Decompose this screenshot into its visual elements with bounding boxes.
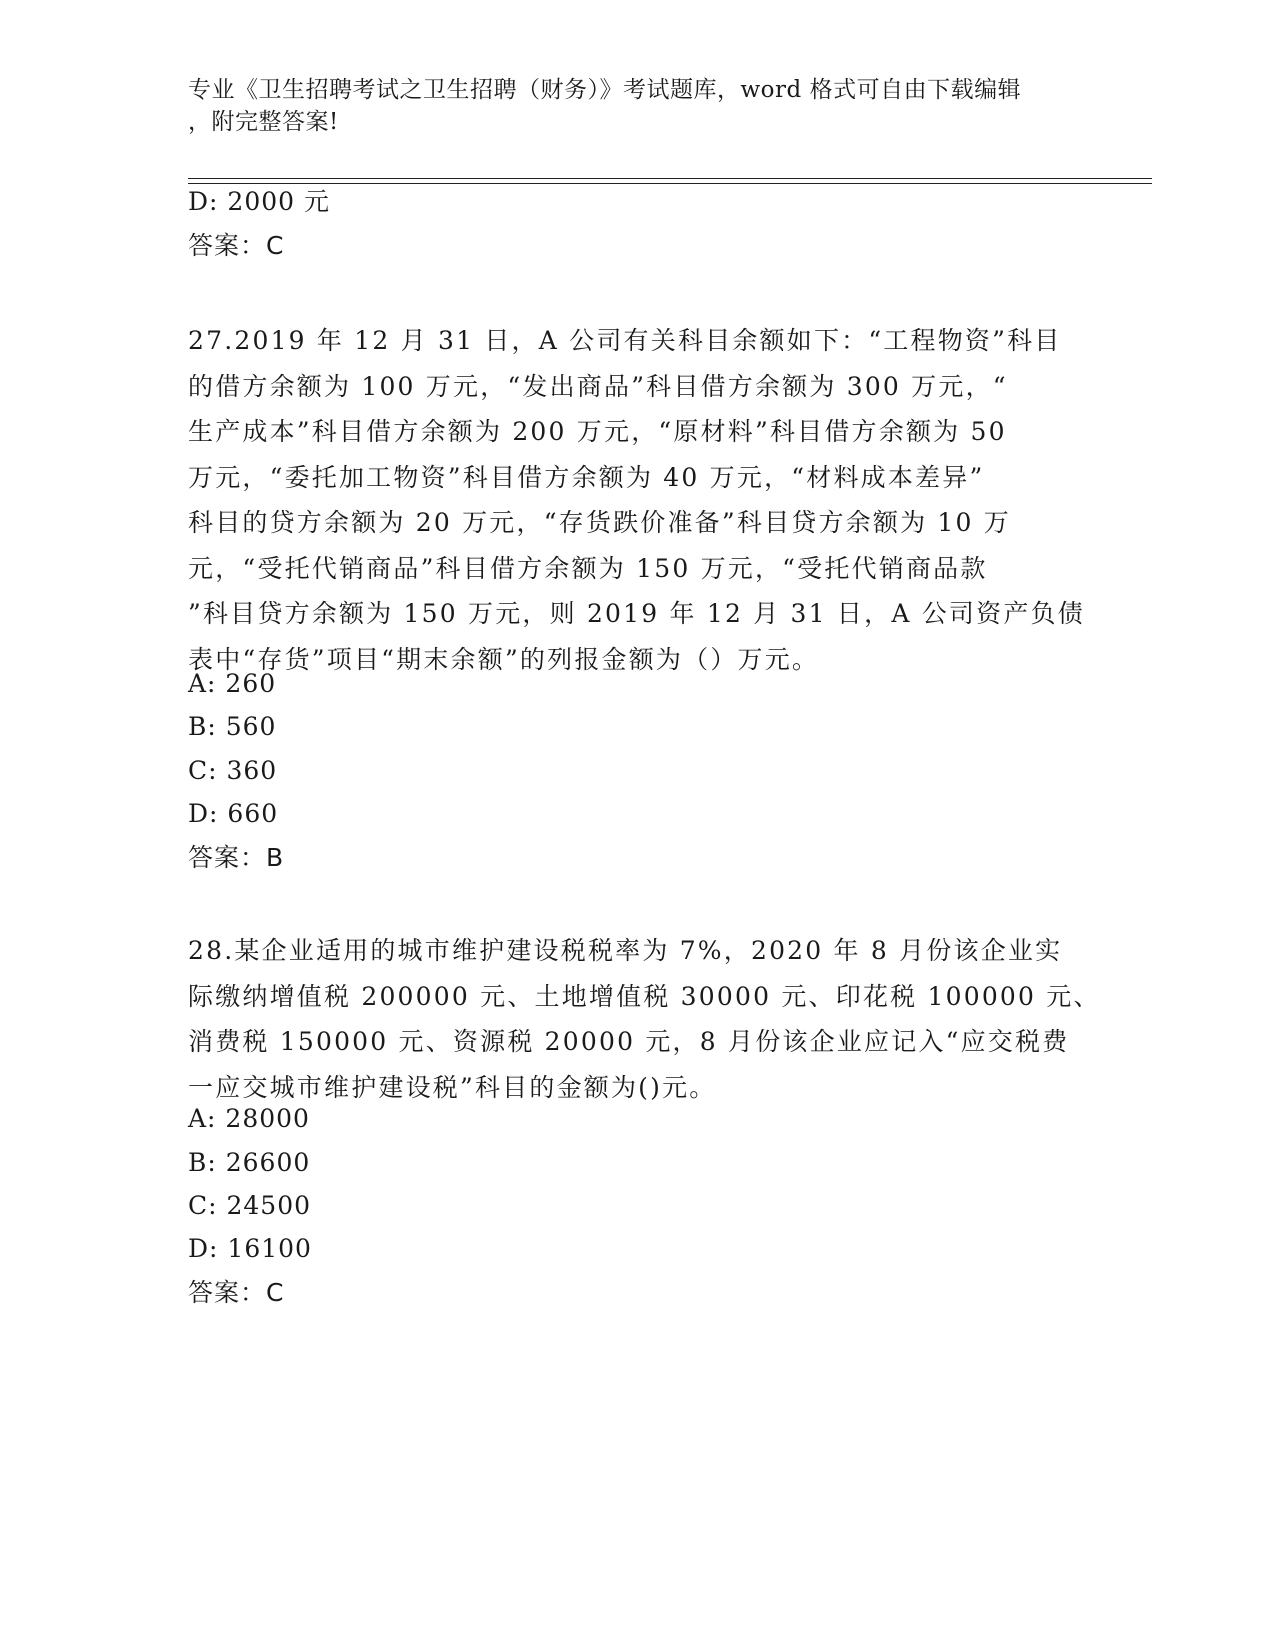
question-27-line: ”科目贷方余额为 150 万元，则 2019 年 12 月 31 日，A 公司资产负债: [188, 599, 1085, 628]
header-divider-top: [188, 178, 1152, 179]
question-28-option-b: B: 26600: [188, 1148, 311, 1177]
question-27-option-d: D: 660: [188, 799, 279, 828]
question-28-line: 一应交城市维护建设税”科目的金额为()元。: [188, 1072, 717, 1102]
question-27-answer: 答案：B: [188, 843, 285, 872]
prev-answer: 答案：C: [188, 231, 285, 260]
question-27-line: 元，“受托代销商品”科目借方余额为 150 万元，“受托代销商品款: [188, 553, 988, 583]
question-27-text: [188, 318, 1085, 682]
question-27-line: 科目的贷方余额为 20 万元，“存货跌价准备”科目贷方余额为 10 万: [188, 508, 1011, 537]
question-27-option-c: C: 360: [188, 756, 278, 785]
question-28-text: [188, 928, 1101, 1110]
question-28-line: 消费税 150000 元、资源税 20000 元，8 月份该企业应记入“应交税费: [188, 1027, 1070, 1056]
question-27-line: 万元，“委托加工物资”科目借方余额为 40 万元，“材料成本差异”: [188, 462, 985, 492]
question-27-line: 的借方余额为 100 万元，“发出商品”科目借方余额为 300 万元，“: [188, 371, 1008, 401]
question-27-line: 27.2019 年 12 月 31 日，A 公司有关科目余额如下：“工程物资”科目: [188, 326, 1062, 355]
document-header: [188, 74, 1068, 138]
question-27-option-b: B: 560: [188, 712, 277, 741]
question-27-option-a: A: 260: [188, 669, 277, 698]
question-28-answer: 答案：C: [188, 1278, 285, 1307]
header-line-1: 专业《卫生招聘考试之卫生招聘（财务）》考试题库，word 格式可自由下载编辑: [188, 77, 1022, 103]
header-line-2: ，附完整答案!: [188, 109, 339, 135]
header-divider-bottom: [188, 183, 1152, 184]
prev-option-d: D: 2000 元: [188, 187, 330, 216]
question-28-option-c: C: 24500: [188, 1191, 312, 1220]
question-28-line: 际缴纳增值税 200000 元、土地增值税 30000 元、印花税 100000 元、: [188, 981, 1101, 1011]
question-28-line: 28.某企业适用的城市维护建设税税率为 7%，2020 年 8 月份该企业实: [188, 936, 1063, 965]
question-27-line: 表中“存货”项目“期末余额”的列报金额为（）万元。: [188, 644, 820, 674]
question-28-option-a: A: 28000: [188, 1104, 310, 1133]
question-27-line: 生产成本”科目借方余额为 200 万元，“原材料”科目借方余额为 50: [188, 417, 1007, 446]
question-28-option-d: D: 16100: [188, 1234, 312, 1263]
